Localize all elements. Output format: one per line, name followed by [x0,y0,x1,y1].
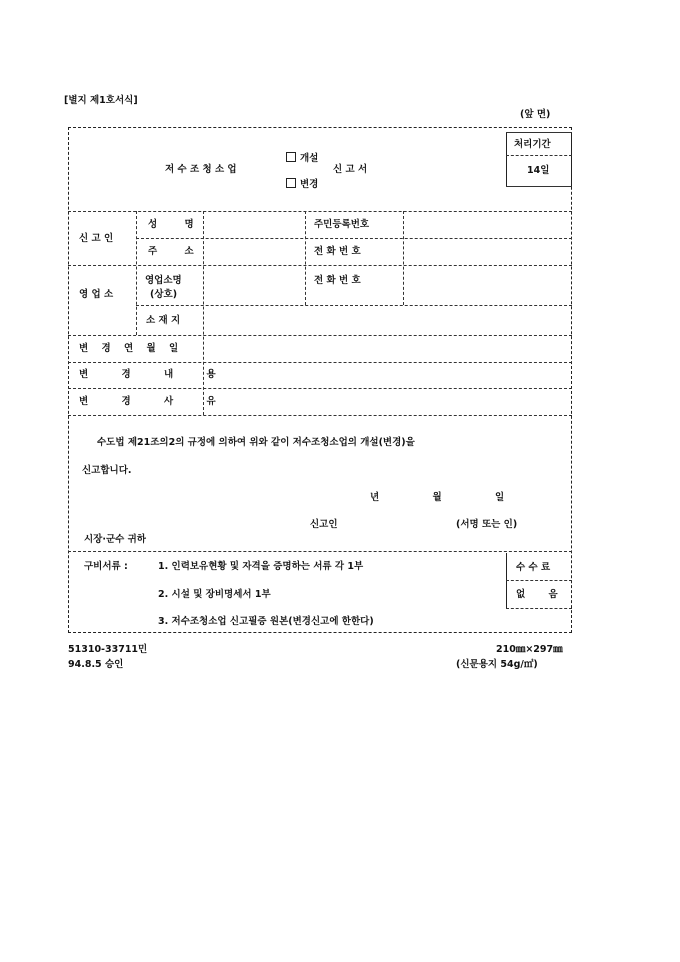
signature-note: (서명 또는 인) [456,519,518,530]
change-content-label: 변 경 내 용 [79,369,216,380]
change-content-field[interactable] [207,365,567,386]
documents-label: 구비서류 : [84,561,128,572]
fee-label: 수 수 료 [516,562,551,573]
option-change[interactable]: 변경 [286,178,318,190]
page-side: (앞 면) [520,109,551,120]
phone-label: 전 화 번 호 [314,246,361,257]
business-name-label: 영업소명 [145,275,182,286]
fee-value: 없 음 [516,589,558,600]
location-label: 소 재 지 [146,315,181,326]
name-field[interactable] [207,214,302,236]
location-field[interactable] [207,308,567,332]
phone-field[interactable] [407,241,567,263]
statement-date: 년 월 일 [370,492,505,503]
business-phone-label: 전 화 번 호 [314,275,361,286]
approval-date: 94.8.5 승인 [68,659,124,670]
form-title-suffix: 신 고 서 [333,164,368,175]
resident-id-label: 주민등록번호 [314,219,370,230]
statement-line-2: 신고합니다. [82,465,132,476]
reporter-label: 신 고 인 [79,233,114,244]
document-item-3: 3. 저수조청소업 신고필증 원본(변경신고에 한한다) [158,616,374,627]
business-name-field[interactable] [207,268,302,302]
change-date-field[interactable] [207,338,567,360]
address-label: 주 소 [148,246,194,257]
processing-period-label: 처리기간 [514,139,551,150]
paper-size: 210㎜×297㎜ [496,644,563,655]
resident-id-field[interactable] [407,214,567,236]
paper-type: (신문용지 54g/㎡) [456,659,538,670]
checkbox-icon[interactable] [286,152,296,162]
signer-label: 신고인 [310,519,338,530]
business-label: 영 업 소 [79,289,114,300]
recipient: 시장·군수 귀하 [84,534,146,545]
change-reason-field[interactable] [207,391,567,413]
document-item-1: 1. 인력보유현황 및 자격을 증명하는 서류 각 1부 [158,561,364,572]
address-field[interactable] [207,241,302,263]
business-name-sub: (상호) [150,289,178,300]
change-date-label: 변 경 연 월 일 [79,343,179,354]
option-open[interactable]: 개설 [286,152,318,164]
change-reason-label: 변 경 사 유 [79,396,216,407]
name-label: 성 명 [148,219,194,230]
processing-period-value: 14일 [527,165,550,176]
business-phone-field[interactable] [407,268,567,302]
form-title-prefix: 저 수 조 청 소 업 [165,164,237,175]
checkbox-icon[interactable] [286,178,296,188]
form-code: 51310-33711민 [68,644,148,655]
statement-line-1: 수도법 제21조의2의 규정에 의하여 위와 같이 저수조청소업의 개설(변경)을 [97,437,415,448]
document-item-2: 2. 시설 및 장비명세서 1부 [158,589,271,600]
form-number: [별지 제1호서식] [64,95,138,106]
